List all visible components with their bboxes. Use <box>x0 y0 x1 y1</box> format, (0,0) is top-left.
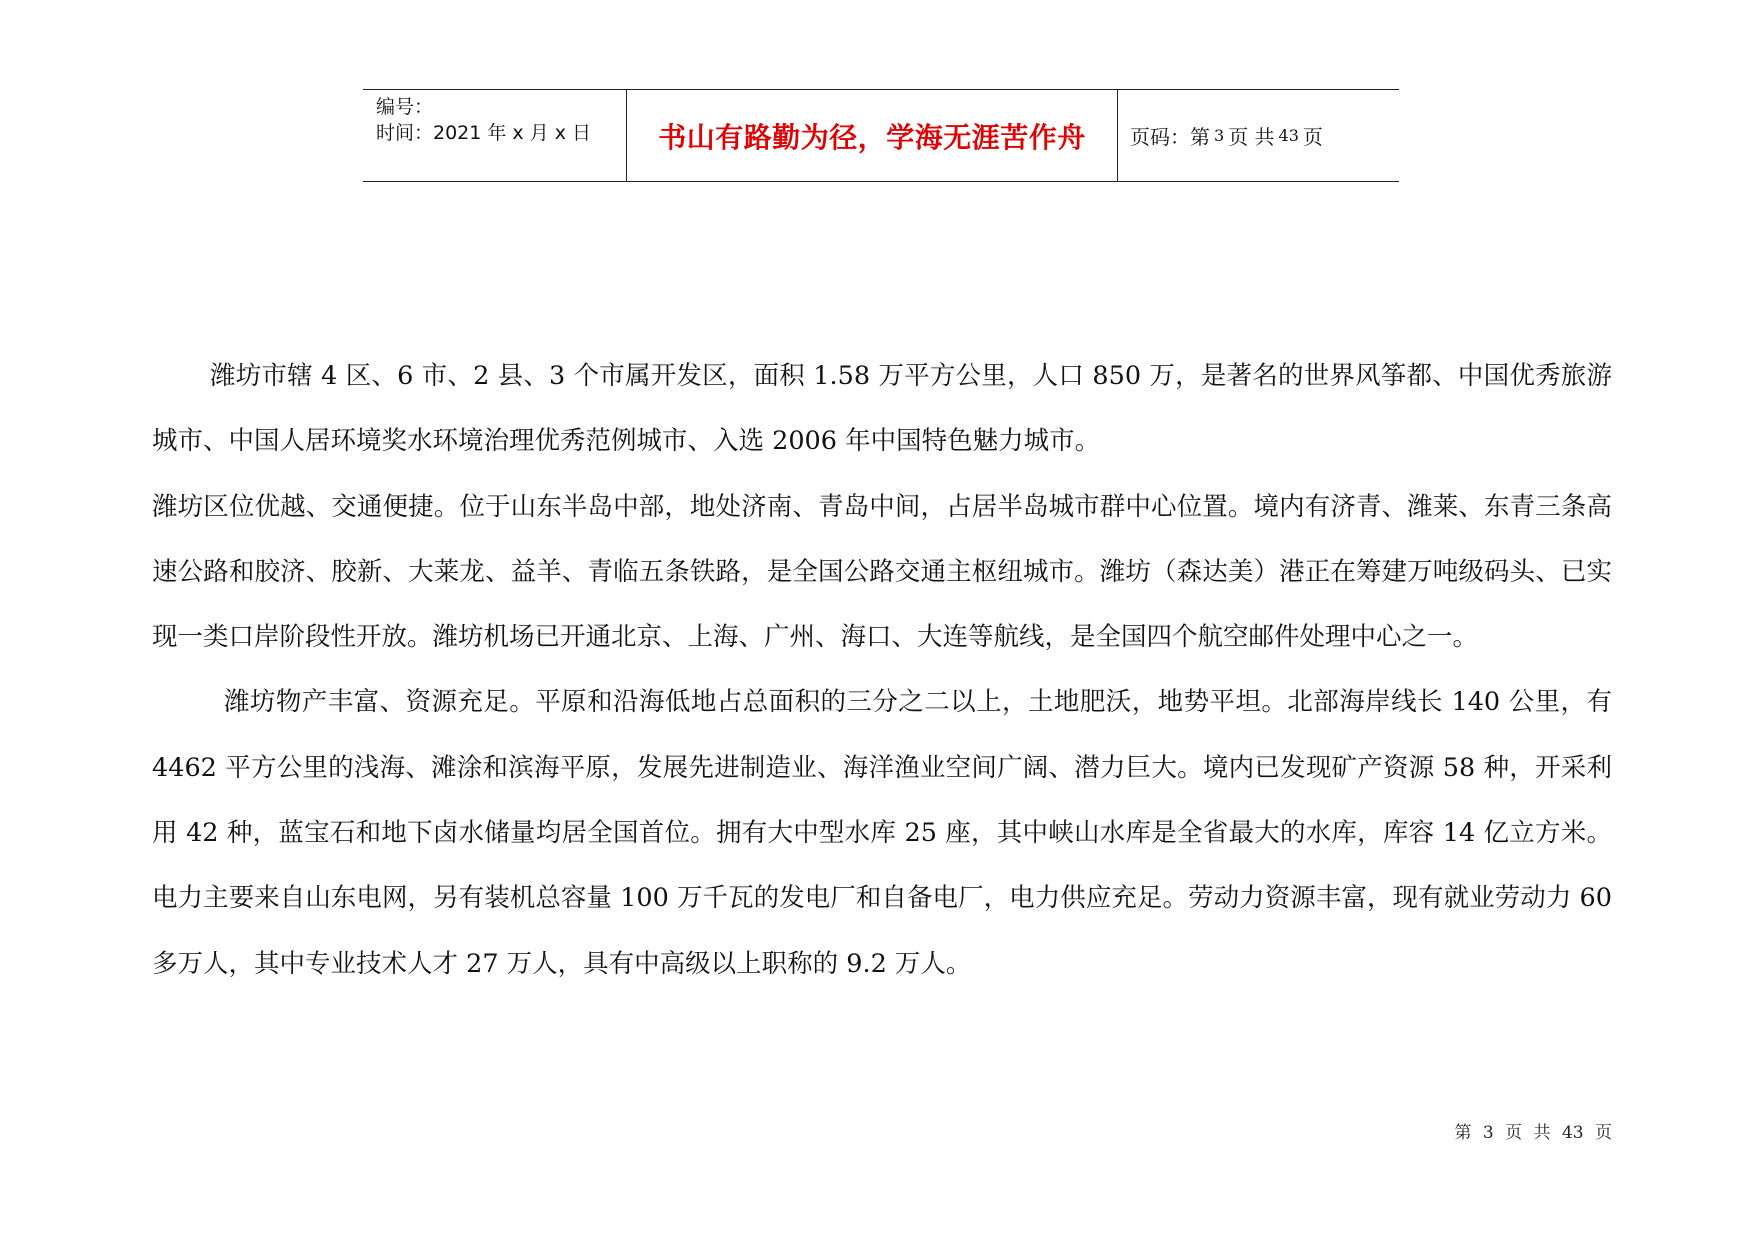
header-motto-cell <box>627 90 1118 181</box>
paragraph-resources: 潍坊物产丰富、资源充足。平原和沿海低地占总面积的三分之二以上，土地肥沃，地势平坦。北部海岸线长 140 公里，有 4462 平方公里的浅海、滩涂和滨海平原，发展先进制造业、海洋渔业空间广阔、潜力巨大。境内已发现矿产资源 58 种，开采利用 42 种，蓝宝石和地下卤水储量均居全国首位。拥有大中型水库 25 座，其中峡山水库是全省最大的水库，库容 14 亿立方米。电力主要来自山东电网，另有装机总容量 100 万千瓦的发电厂和自备电厂，电力供应充足。劳动力资源丰富，现有就业劳动力 60 多万人，其中专业技术人才 27 万人，具有中高级以上职称的 9.2 万人。 <box>152 687 1612 979</box>
paragraph-city-overview: 潍坊市辖 4 区、6 市、2 县、3 个市属开发区，面积 1.58 万平方公里，人口 850 万，是著名的世界风筝都、中国优秀旅游城市、中国人居环境奖水环境治理优秀范例城市、入选 2006 年中国特色魅力城市。 <box>152 361 1612 457</box>
document-date: 时间：2021 年 x 月 x 日 <box>376 122 592 144</box>
document-number-label: 编号： <box>376 96 434 118</box>
header-page-cell <box>1118 90 1399 181</box>
page-prefix: 页码：第 <box>1130 125 1210 149</box>
page-suffix: 页 <box>1302 125 1323 149</box>
page-total: 43 <box>1278 126 1299 145</box>
motto-text: 书山有路勤为径，学海无涯苦作舟 <box>658 120 1086 154</box>
header-meta-cell <box>363 90 627 181</box>
page-current: 3 <box>1214 126 1225 145</box>
document-body <box>152 344 1612 997</box>
page-mid: 页 共 <box>1228 125 1275 149</box>
page-footer: 第 3 页 共 43 页 <box>1454 1123 1612 1143</box>
document-header <box>363 89 1399 182</box>
paragraph-location-transport: 潍坊区位优越、交通便捷。位于山东半岛中部，地处济南、青岛中间，占居半岛城市群中心位置。境内有济青、潍莱、东青三条高速公路和胶济、胶新、大莱龙、益羊、青临五条铁路，是全国公路交通主枢纽城市。潍坊（森达美）港正在筹建万吨级码头、已实现一类口岸阶段性开放。潍坊机场已开通北京、上海、广州、海口、大连等航线，是全国四个航空邮件处理中心之一。 <box>152 491 1612 653</box>
